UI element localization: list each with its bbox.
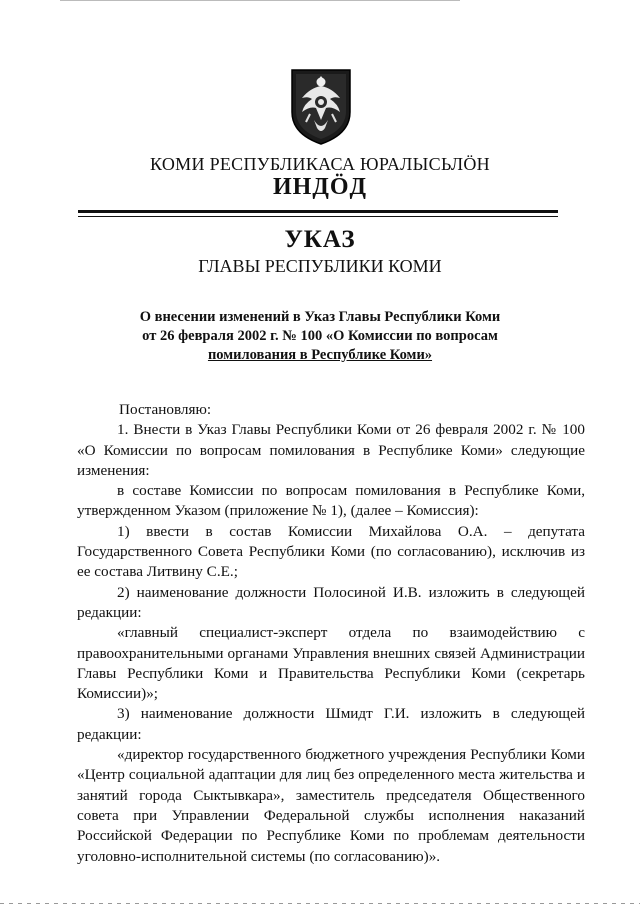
doc-type-title: УКАЗ <box>284 226 356 253</box>
body-paragraph-5: «главный специалист-эксперт отдела по взаимодействию с правоохранительными органами Управления внешних связей Администрации Главы Республики Коми и Правительства Республики Коми (секретарь Комиссии)»; <box>77 624 585 703</box>
komi-coat-of-arms-icon <box>290 68 352 146</box>
decree-body <box>77 400 585 867</box>
scan-edge-top <box>60 0 460 1</box>
body-paragraph-4: 2) наименование должности Полосиной И.В. изложить в следующей редакции: <box>77 583 585 621</box>
scan-edge-bottom <box>0 903 640 904</box>
subject-line-3: помилования в Республике Коми» <box>207 347 433 363</box>
body-paragraph-resolve: Постановляю: <box>119 401 212 418</box>
header-republic-komi: КОМИ РЕСПУБЛИКАСА ЮРАЛЫСЬЛӦН <box>150 154 490 174</box>
subject-line-2: от 26 февраля 2002 г. № 100 «О Комиссии по вопросам <box>142 328 498 344</box>
body-paragraph-6: 3) наименование должности Шмидт Г.И. изложить в следующей редакции: <box>77 705 585 743</box>
body-paragraph-1: 1. Внести в Указ Главы Республики Коми от 26 февраля 2002 г. № 100 «О Комиссии по вопросам помилования в Республике Коми» следующие изменения: <box>77 421 585 479</box>
issuer-title: ГЛАВЫ РЕСПУБЛИКИ КОМИ <box>198 256 442 276</box>
header-rule-thick <box>78 210 558 213</box>
body-paragraph-3: 1) ввести в состав Комиссии Михайлова О.А. – депутата Государственного Совета Республики Коми (по согласованию), исключив из ее состава Литвину С.Е.; <box>77 522 585 581</box>
header-doc-type-komi: ИНДӦД <box>272 174 368 200</box>
decree-subject <box>100 308 540 365</box>
subject-line-1: О внесении изменений в Указ Главы Республики Коми <box>139 309 501 325</box>
body-paragraph-2: в составе Комиссии по вопросам помилования в Республике Коми, утвержденном Указом (приложение № 1), (далее – Комиссия): <box>77 482 585 520</box>
header-rule-thin <box>78 216 558 217</box>
body-paragraph-7: «директор государственного бюджетного учреждения Республики Коми «Центр социальной адаптации для лиц без определенного места жительства и занятий города Сыктывкара», заместитель председателя Общественного совета при Управлении Федеральной службы исполнения наказаний Российской Федерации по Республике Коми по проблемам деятельности уголовно-исполнительной системы (по согласованию)». <box>77 746 585 865</box>
